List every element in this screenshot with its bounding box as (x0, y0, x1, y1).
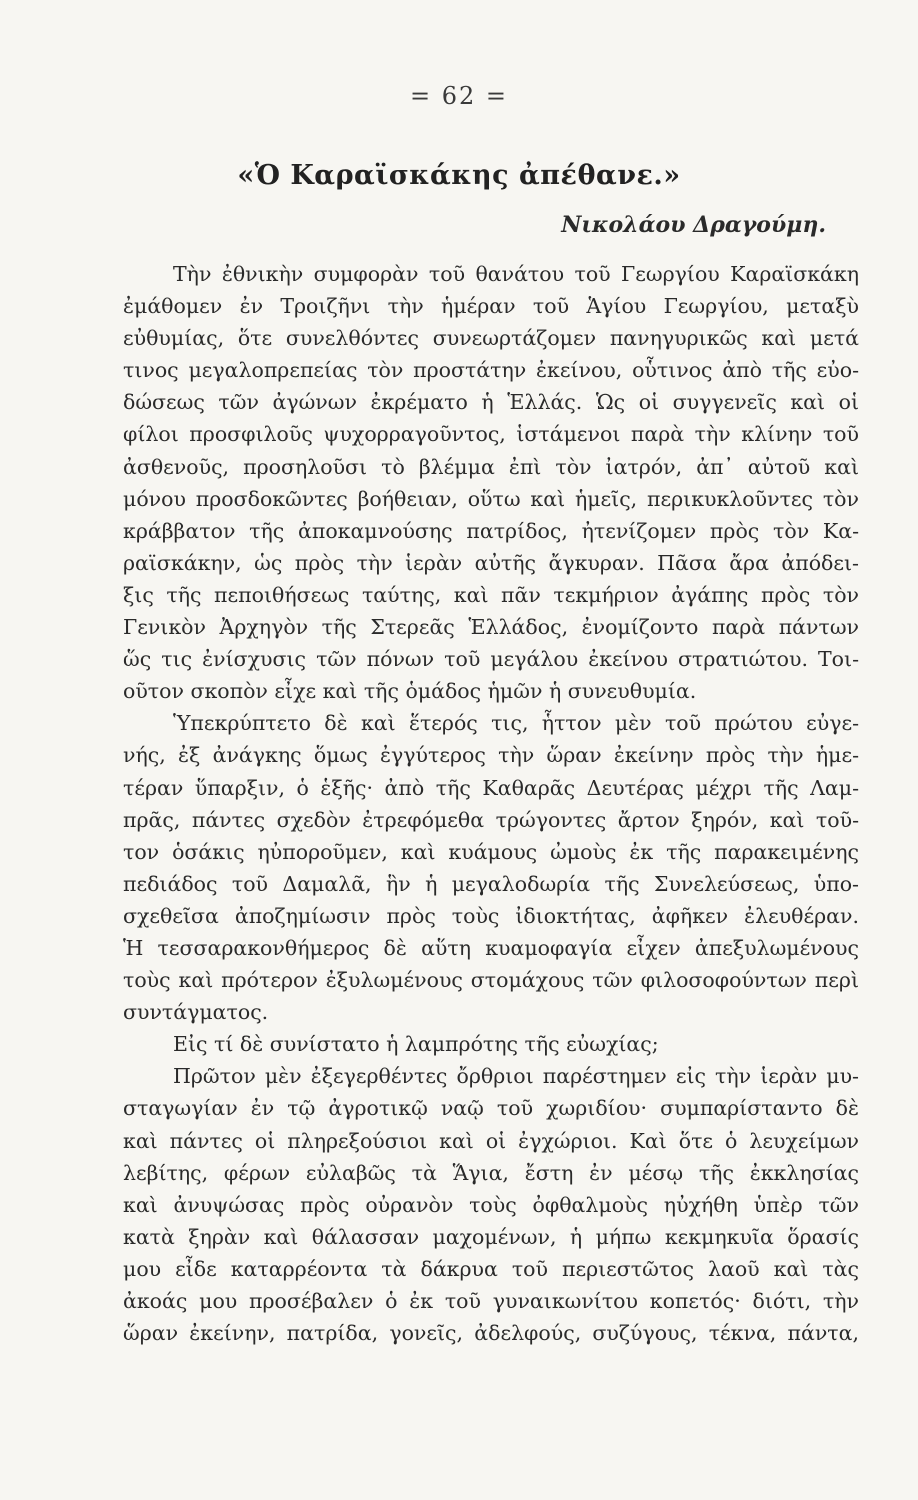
text-line: δώσεως τῶν ἀγώνων ἐκρέματο ἡ Ἑλλάς. Ὡς οἱ συγγενεῖς καὶ οἱ (123, 390, 859, 415)
text-line: συντάγματος. (123, 1000, 269, 1025)
text-line: Πρῶτον μὲν ἐξεγερθέντες ὄρθριοι παρέστημεν εἰς τὴν ἱερὰν μυ- (173, 1064, 859, 1089)
text-line: λεβίτης, φέρων εὐλαβῶς τὰ Ἅγια, ἔστη ἐν μέσῳ τῆς ἐκκλησίας (123, 1160, 859, 1185)
text-line: τον ὁσάκις ηὐποροῦμεν, καὶ κυάμους ὠμοὺς ἐκ τῆς παρακειμένης (123, 839, 859, 864)
text-line: εὐθυμίας, ὅτε συνελθόντες συνεωρτάζομεν πανηγυρικῶς καὶ μετά (123, 326, 859, 351)
text-line: Γενικὸν Ἀρχηγὸν τῆς Στερεᾶς Ἑλλάδος, ἐνομίζοντο παρὰ πάντων (123, 615, 859, 640)
text-line: κράββατον τῆς ἀποκαμνούσης πατρίδος, ἠτενίζομεν πρὸς τὸν Κα- (123, 518, 859, 543)
text-line: Τὴν ἐθνικὴν συμφορὰν τοῦ θανάτου τοῦ Γεωργίου Καραϊσκάκη (173, 262, 859, 286)
text-line: νής, ἐξ ἀνάγκης ὅμως ἐγγύτερος τὴν ὥραν ἐκείνην πρὸς τὴν ἡμε- (123, 743, 859, 768)
chapter-title: «Ὁ Καραϊσκάκης ἀπέθανε.» (237, 160, 681, 191)
text-line: ξις τῆς πεποιθήσεως ταύτης, καὶ πᾶν τεκμήριον ἀγάπης πρὸς τὸν (123, 582, 859, 607)
text-line: πρᾶς, πάντες σχεδὸν ἐτρεφόμεθα τρώγοντες ἄρτον ξηρόν, καὶ τοῦ- (123, 807, 859, 832)
text-line: ἐμάθομεν ἐν Τροιζῆνι τὴν ἡμέραν τοῦ Ἁγίου Γεωργίου, μεταξὺ (123, 294, 859, 319)
author-name: Νικολάου Δραγούμη. (561, 212, 826, 238)
text-line: σταγωγίαν ἐν τῷ ἀγροτικῷ ναῷ τοῦ χωριδίου· συμπαρίσταντο δὲ (123, 1096, 859, 1121)
text-line: μόνου προσδοκῶντες βοήθειαν, οὕτω καὶ ἡμεῖς, περικυκλοῦντες τὸν (123, 486, 859, 511)
text-line: Ὑπεκρύπτετο δὲ καὶ ἕτερός τις, ἧττον μὲν τοῦ πρώτου εὐγε- (173, 711, 859, 736)
text-line: ἀσθενοῦς, προσηλοῦσι τὸ βλέμμα ἐπὶ τὸν ἰατρόν, ἀπ᾽ αὐτοῦ καὶ (123, 454, 859, 479)
text-line: σχεθεῖσα ἀποζημίωσιν πρὸς τοὺς ἰδιοκτήτας, ἀφῆκεν ἐλευθέραν. (123, 903, 859, 928)
page-number: = 62 = (409, 82, 508, 110)
text-line: τοὺς καὶ πρότερον ἐξυλωμένους στομάχους τῶν φιλοσοφούντων περὶ (123, 968, 859, 993)
text-line: καὶ πάντες οἱ πληρεξούσιοι καὶ οἱ ἐγχώριοι. Καὶ ὅτε ὁ λευχείμων (123, 1128, 859, 1153)
text-line: ὥραν ἐκείνην, πατρίδα, γονεῖς, ἀδελφούς, συζύγους, τέκνα, πάντα, (123, 1321, 859, 1346)
text-line: φίλοι προσφιλοῦς ψυχορραγοῦντος, ἱστάμενοι παρὰ τὴν κλίνην τοῦ (123, 422, 859, 447)
text-line: τέραν ὕπαρξιν, ὁ ἑξῆς· ἀπὸ τῆς Καθαρᾶς Δευτέρας μέχρι τῆς Λαμ- (123, 775, 859, 800)
text-line: μου εἶδε καταρρέοντα τὰ δάκρυα τοῦ περιεστῶτος λαοῦ καὶ τὰς (123, 1256, 859, 1281)
text-line: ραϊσκάκην, ὡς πρὸς τὴν ἱερὰν αὐτῆς ἄγκυραν. Πᾶσα ἄρα ἀπόδει- (123, 550, 859, 575)
text-line: οῦτον σκοπὸν εἶχε καὶ τῆς ὁμάδος ἡμῶν ἡ συνευθυμία. (123, 679, 697, 704)
text-line: Εἰς τί δὲ συνίστατο ἡ λαμπρότης τῆς εὐωχίας; (173, 1032, 659, 1057)
text-line: κατὰ ξηρὰν καὶ θάλασσαν μαχομένων, ἡ μήπω κεκμηκυῖα ὅρασίς (123, 1224, 859, 1249)
text-line: ἀκοάς μου προσέβαλεν ὁ ἐκ τοῦ γυναικωνίτου κοπετός· διότι, τὴν (123, 1289, 859, 1313)
text-line: τινος μεγαλοπρεπείας τὸν προστάτην ἐκείνου, οὗτινος ἀπὸ τῆς εὐο- (123, 358, 859, 383)
text-line: Ἡ τεσσαρακονθήμερος δὲ αὕτη κυαμοφαγία εἶχεν ἀπεξυλωμένους (123, 935, 859, 960)
text-line: πεδιάδος τοῦ Δαμαλᾶ, ἣν ἡ μεγαλοδωρία τῆς Συνελεύσεως, ὑπο- (123, 871, 859, 896)
text-line: καὶ ἀνυψώσας πρὸς οὐρανὸν τοὺς ὀφθαλμοὺς ηὐχήθη ὑπὲρ τῶν (123, 1192, 859, 1217)
text-line: ὥς τις ἐνίσχυσις τῶν πόνων τοῦ μεγάλου ἐκείνου στρατιώτου. Τοι- (123, 647, 859, 672)
body-text (123, 258, 859, 1349)
